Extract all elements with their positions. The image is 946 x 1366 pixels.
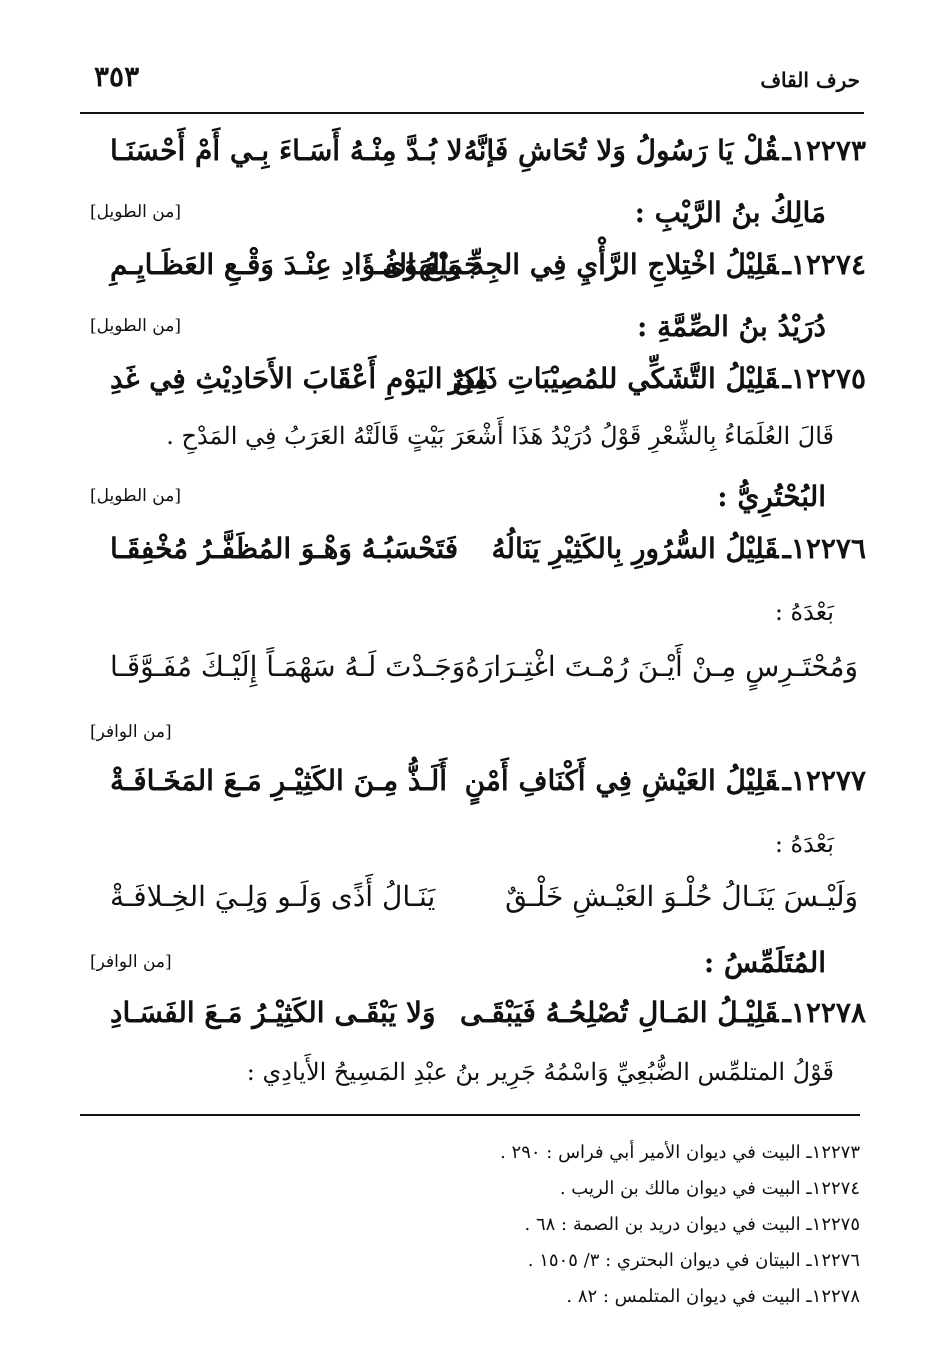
poet-heading — [80, 480, 866, 520]
hemistich-text: قَلِيْلُ العَيْشِ فِي أَكْنَافِ أَمْنٍ — [464, 764, 779, 797]
verse-12277 — [110, 764, 866, 812]
verse-12278 — [110, 996, 866, 1044]
verse-right-hemistich — [464, 134, 866, 167]
footnote: ١٢٢٧٨ـ البيت في ديوان المتلمس : ٨٢ . — [566, 1286, 860, 1307]
poet-heading — [80, 310, 866, 350]
meter-label: [من الوافر] — [90, 722, 172, 742]
verse-number: ١٢٢٧٧ـ — [782, 764, 866, 797]
hemistich-text: قَلِيْلُ اخْتِلاجِ الرَّأْيِ فِي الجِدِّ وَالهَوَى — [382, 248, 779, 281]
verse-left-hemistich: فَتَحْسَبُـهُ وَهْـوَ المُظَفَّـرُ مُخْفِقَـا — [110, 532, 459, 565]
poet-heading — [80, 946, 866, 986]
verse-12275 — [110, 362, 866, 410]
meter-label: [من الطويل] — [90, 316, 181, 336]
meter-label: [من الطويل] — [90, 486, 181, 506]
after-label: بَعْدَهُ : — [774, 830, 834, 858]
hemistich-text: قَلِيْلُ التَّشَكِّي للمُصِيْبَاتِ ذَاكِرٌ — [448, 362, 779, 395]
footnote: ١٢٢٧٥ـ البيت في ديوان دريد بن الصمة : ٦٨ . — [524, 1214, 860, 1235]
verse-number: ١٢٢٧٣ـ — [782, 134, 866, 167]
verse-left-hemistich: لا بُـدَّ مِنْـهُ أَسَـاءَ بِـي أَمْ أَحْسَنَـا — [110, 134, 463, 167]
verse-right-hemistich: وَمُحْتَـرِسٍ مِـنْ أَيْـنَ رُمْـتَ اغْتِـرَارَهُ — [465, 650, 858, 683]
verse-left-hemistich: وَجَـدْتَ لَـهُ سَهْمَـاً إِلَيْـكَ مُفَـوَّقَـا — [110, 650, 466, 683]
poet-heading — [80, 196, 866, 236]
footnote-divider — [80, 1114, 860, 1116]
verse-number: ١٢٢٧٨ـ — [782, 996, 866, 1029]
verse-right-hemistich — [491, 532, 866, 565]
verse-12274 — [110, 248, 866, 296]
verse-number: ١٢٢٧٥ـ — [782, 362, 866, 395]
poet-name: المُتَلَمِّسُ : — [703, 946, 826, 979]
verse-left-hemistich: يَنَـالُ أَذًى وَلَـو وَلِـيَ الخِـلافَـةْ — [110, 880, 436, 913]
verse-left-hemistich: مِنَ اليَوْمِ أَعْقَابَ الأَحَادِيْثِ فِي غَدِ — [110, 362, 489, 395]
verse-12276 — [110, 532, 866, 580]
footnote: ١٢٢٧٦ـ البيتان في ديوان البحتري : ٣/ ١٥٠٥ . — [527, 1250, 860, 1271]
hemistich-text: قُلْ يَا رَسُولُ وَلا تُحَاشِ فَإنَّهُ — [463, 134, 779, 167]
commentary-note: قَالَ العُلَمَاءُ بِالشِّعْرِ قَوْلُ دُرَيْدُ هَذَا أَشْعَرَ بَيْتٍ قَالَتْهُ العَرَبُ فِي المَدْحِ . — [166, 422, 834, 450]
verse-continuation — [110, 650, 866, 698]
verse-left-hemistich: وَلا يَبْقَـى الكَثِيْـرُ مَـعَ الفَسَـادِ — [110, 996, 436, 1029]
meter-label: [من الوافر] — [90, 952, 172, 972]
verse-left-hemistich: أَلَـذُّ مِـنَ الكَثِيْـرِ مَـعَ المَخَـافَـةْ — [110, 764, 448, 797]
verse-right-hemistich: وَلَيْـسَ يَنَـالُ حُلْـوَ العَيْـشِ خَلْـقٌ — [505, 880, 858, 913]
meter-label: [من الطويل] — [90, 202, 181, 222]
commentary-note: قَوْلُ المتلمِّس الضُّبُعِيِّ وَاسْمُهُ جَرِير بنُ عبْدِ المَسِيحُ الأَيادِي : — [246, 1058, 834, 1086]
hemistich-text: قَلِيْلُ السُّرُورِ بِالكَثِيْرِ يَنَالُهُ — [491, 532, 779, 565]
verse-continuation — [110, 880, 866, 928]
poet-name: دُرَيْدُ بنُ الصِّمَّةِ : — [637, 310, 826, 343]
verse-right-hemistich — [449, 362, 866, 395]
verse-number: ١٢٢٧٦ـ — [782, 532, 866, 565]
after-label: بَعْدَهُ : — [774, 598, 834, 626]
poet-name: البُحْتُرِيُّ : — [717, 480, 826, 513]
page-number: ٣٥٣ — [94, 60, 140, 93]
header-divider — [80, 112, 864, 114]
verse-right-hemistich — [465, 764, 866, 797]
running-title: حرف القاف — [760, 68, 860, 92]
poet-name: مَالِكُ بنُ الرَّيْبِ : — [634, 196, 826, 229]
footnote: ١٢٢٧٣ـ البيت في ديوان الأمير أبي فراس : ٢٩٠ . — [500, 1142, 860, 1163]
verse-right-hemistich — [460, 996, 866, 1029]
hemistich-text: قَلِيْـلُ المَـالِ تُصْلِحُـهُ فَيَبْقَـى — [459, 996, 779, 1029]
footnote: ١٢٢٧٤ـ البيت في ديوان مالك بن الريب . — [559, 1178, 860, 1199]
verse-left-hemistich: جَمِيْعُ الفُـؤَادِ عِنْـدَ وَقْـعِ العَظَـايِـمِ — [110, 248, 482, 281]
verse-number: ١٢٢٧٤ـ — [782, 248, 866, 281]
verse-12273 — [110, 134, 866, 182]
